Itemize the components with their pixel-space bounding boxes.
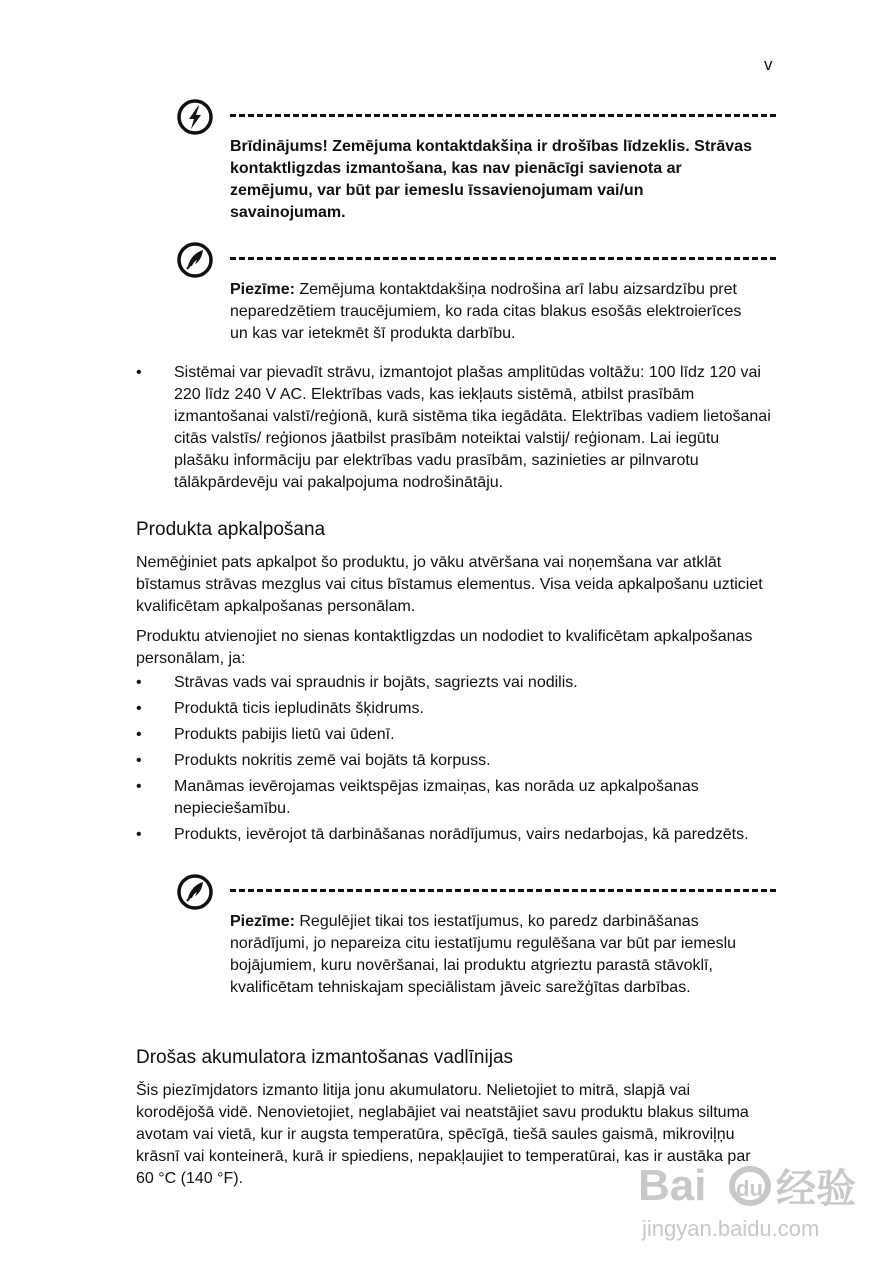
list-item: • Manāmas ievērojamas veiktspējas izmaiņas, kas norāda uz apkalpošanas nepieciešamību. [136, 776, 772, 820]
list-item: • Produkts nokritis zemē vai bojāts tā korpuss. [136, 750, 772, 772]
list-item: • Produkts, ievērojot tā darbināšanas norādījumus, vairs nedarbojas, kā paredzēts. [136, 824, 772, 846]
service-conditions-list [136, 672, 772, 846]
section-heading-service: Produkta apkalpošana [136, 519, 326, 540]
battery-paragraph: Šis piezīmjdators izmanto litija jonu akumulatoru. Nelietojiet to mitrā, slapjā vai korodējošā vidē. Nenovietojiet, neglabājiet vai neatstājiet savu produktu blakus siltuma avotam vai vietā, kur ir augsta temperatūra, spēcīgā, tiešā saules gaismā, mikroviļņu krāsnī vai konteinerā, kurā ir spiediens, nepakļaujiet to temperatūrai, kas ir austāka par 60 °C (140 °F). [136, 1082, 751, 1187]
list-item: • Produktā ticis iepludināts šķidrums. [136, 698, 772, 720]
notice-divider [230, 889, 776, 892]
notice-divider [230, 114, 776, 117]
list-item: • Produkts pabijis lietū vai ūdenī. [136, 724, 772, 746]
service-paragraph-1: Nemēģiniet pats apkalpot šo produktu, jo vāku atvēršana vai noņemšana var atklāt bīstamus strāvas mezglus vai citus bīstamus elementus. Visa veida apkalpošanu uzticiet kvalificētam apkalpošanas personālam. [136, 554, 763, 615]
lightning-warning-icon [176, 98, 214, 136]
note-text [230, 911, 758, 999]
page-number: v [764, 55, 773, 74]
notice-divider [230, 257, 776, 260]
note-text [230, 279, 758, 345]
power-bullet-list [136, 362, 772, 494]
watermark-url: jingyan.baidu.com [642, 1216, 820, 1241]
section-heading-battery: Drošas akumulatora izmantošanas vadlīnijas [136, 1047, 514, 1068]
svg-text:du: du [736, 1176, 763, 1201]
note-pen-icon [176, 241, 214, 279]
warning-text: Brīdinājums! Zemējuma kontaktdakšiņa ir drošības līdzeklis. Strāvas kontaktligzdas izmantošana, kas nav pienācīgi savienota ar zemējumu, var būt par iemeslu īssavienojumam vai/un savainojumam. [230, 138, 752, 221]
note-label: Piezīme: [230, 281, 295, 298]
list-item: • Strāvas vads vai spraudnis ir bojāts, sagriezts vai nodilis. [136, 672, 772, 694]
list-item: • Sistēmai var pievadīt strāvu, izmantojot plašas amplitūdas voltāžu: 100 līdz 120 vai 220 līdz 240 V AC. Elektrības vads, kas iekļauts sistēmā, atbilst prasībām izmantošanai valstī/reģionā, kurā sistēma tika iegādāta. Elektrības vadiem lietošanai citās valstīs/ reģionos jāatbilst prasībām noteiktai valstij/ reģionam. Lai iegūtu plašāku informāciju par elektrības vadu prasībām, sazinieties ar pilnvarotu tālākpārdevēju vai pakalpojuma nodrošinātāju. [136, 362, 772, 494]
note-label: Piezīme: [230, 913, 295, 930]
note-body: Zemējuma kontaktdakšiņa nodrošina arī labu aizsardzību pret neparedzētiem traucējumiem, ko rada citas blakus esošās elektroierīces un kas var ietekmēt šī produkta darbību. [230, 281, 742, 342]
svg-text:Bai: Bai [638, 1161, 707, 1210]
service-paragraph-2: Produktu atvienojiet no sienas kontaktligzdas un nododiet to kvalificētam apkalpošanas personālam, ja: [136, 628, 753, 667]
svg-text:经验: 经验 [776, 1167, 856, 1211]
baidu-watermark-logo [638, 1150, 878, 1250]
note-body: Regulējiet tikai tos iestatījumus, ko paredz darbināšanas norādījumi, jo nepareiza citu iestatījumu regulēšana var būt par iemeslu bojājumiem, kuru novēršanai, lai produktu atgrieztu parastā stāvoklī, kvalificētam tehniskajam speciālistam jāveic sarežģītas darbības. [230, 913, 737, 996]
note-pen-icon [176, 873, 214, 911]
